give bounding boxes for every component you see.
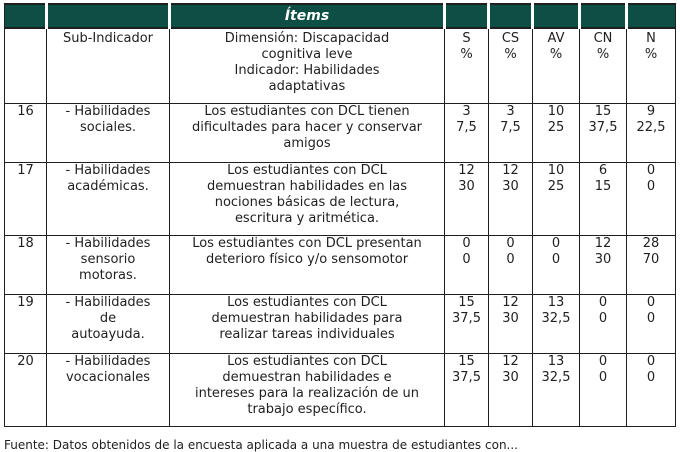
count: 9	[646, 104, 656, 119]
count: 0	[646, 295, 656, 310]
row-number: 18	[5, 236, 47, 295]
row-number: 19	[5, 295, 47, 354]
row-description	[170, 104, 445, 163]
count: 0	[551, 236, 561, 251]
count: 0	[598, 295, 608, 310]
sub-line: académicas.	[67, 179, 149, 194]
column-header-av-label: AV	[547, 31, 565, 46]
percent: 30	[502, 179, 519, 194]
column-header-n-label: N	[646, 31, 656, 46]
sub-line: vocacionales	[65, 370, 151, 385]
percent: 32,5	[541, 311, 571, 326]
count: 13	[547, 354, 565, 369]
cell-n	[627, 104, 676, 163]
desc-line: trabajo específico.	[247, 402, 367, 417]
percent: 0	[646, 179, 656, 194]
percent: 0	[551, 252, 561, 267]
column-header-s-unit: %	[460, 47, 473, 62]
percent: 22,5	[636, 120, 666, 135]
cell-av	[533, 236, 580, 295]
cell-cs	[489, 295, 533, 354]
desc-line: nociones básicas de lectura,	[214, 195, 400, 210]
count: 12	[502, 295, 519, 310]
count: 12	[502, 354, 519, 369]
cell-cs	[489, 236, 533, 295]
count: 12	[458, 163, 475, 178]
percent: 37,5	[452, 370, 481, 385]
dimension-line: adaptativas	[268, 79, 346, 94]
sub-line: de	[99, 311, 117, 326]
sub-line: - Habilidades	[65, 163, 151, 178]
header-title: Ítems	[170, 4, 445, 28]
column-header-row	[5, 28, 676, 104]
percent: 25	[547, 179, 565, 194]
cell-cs	[489, 163, 533, 236]
column-header-n-unit: %	[644, 47, 658, 62]
cell-s	[445, 236, 489, 295]
percent: 15	[594, 179, 612, 194]
column-header-s-label: S	[462, 31, 471, 46]
row-sub-indicador	[47, 163, 170, 236]
table-row	[5, 104, 676, 163]
percent: 37,5	[452, 311, 481, 326]
count: 3	[462, 104, 471, 119]
desc-line: dificultades para hacer y conservar	[191, 120, 423, 135]
sub-line: - Habilidades	[65, 354, 151, 369]
sub-line: sensorio	[80, 252, 136, 267]
desc-line: Los estudiantes con DCL	[227, 354, 387, 369]
header-cell-empty-7	[627, 4, 676, 28]
cell-n	[627, 295, 676, 354]
desc-line: amigos	[283, 136, 331, 151]
count: 0	[646, 354, 656, 369]
percent: 0	[598, 370, 608, 385]
row-description	[170, 163, 445, 236]
percent: 0	[646, 370, 656, 385]
desc-line: Los estudiantes con DCL	[227, 163, 387, 178]
percent: 0	[506, 252, 515, 267]
header-cell-empty-5	[533, 4, 580, 28]
row-sub-indicador	[47, 236, 170, 295]
column-header-cs-label: CS	[501, 31, 520, 46]
table-row	[5, 236, 676, 295]
percent: 30	[458, 179, 475, 194]
count: 12	[594, 236, 612, 251]
percent: 0	[462, 252, 471, 267]
row-sub-indicador	[47, 295, 170, 354]
desc-line: demuestran habilidades en las	[206, 179, 408, 194]
sub-line: - Habilidades	[65, 295, 151, 310]
cell-av	[533, 295, 580, 354]
desc-line: Los estudiantes con DCL tienen	[204, 104, 410, 119]
count: 0	[646, 163, 656, 178]
count: 15	[458, 354, 475, 369]
header-cell-empty-1	[5, 4, 47, 28]
column-header-s	[445, 28, 489, 104]
column-header-cs	[489, 28, 533, 104]
percent: 70	[642, 252, 660, 267]
row-description	[170, 295, 445, 354]
count: 0	[462, 236, 471, 251]
percent: 0	[646, 311, 656, 326]
source-footnote: Fuente: Datos obtenidos de la encuesta aplicada a una muestra de estudiantes con...	[4, 438, 518, 452]
row-number: 20	[5, 354, 47, 427]
table-row	[5, 354, 676, 427]
count: 6	[598, 163, 608, 178]
sub-line: autoayuda.	[71, 327, 145, 342]
cell-s	[445, 163, 489, 236]
cell-cs	[489, 104, 533, 163]
column-header-n	[627, 28, 676, 104]
cell-cn	[580, 163, 627, 236]
cell-n	[627, 163, 676, 236]
sub-line: - Habilidades	[65, 236, 151, 251]
column-header-number	[5, 28, 47, 104]
cell-cn	[580, 295, 627, 354]
column-header-cn-unit: %	[596, 47, 610, 62]
count: 15	[594, 104, 612, 119]
dimension-line: Dimensión: Discapacidad	[224, 31, 390, 46]
row-sub-indicador	[47, 104, 170, 163]
cell-cs	[489, 354, 533, 427]
percent: 30	[502, 370, 519, 385]
sub-line: - Habilidades	[65, 104, 151, 119]
desc-line: demuestran habilidades e	[222, 370, 392, 385]
column-header-av-unit: %	[549, 47, 563, 62]
percent: 30	[502, 311, 519, 326]
count: 0	[506, 236, 515, 251]
cell-s	[445, 295, 489, 354]
percent: 30	[594, 252, 612, 267]
desc-line: demuestran habilidades para	[211, 311, 403, 326]
percent: 7,5	[500, 120, 521, 135]
percent: 7,5	[456, 120, 477, 135]
desc-line: deterioro físico y/o sensomotor	[205, 252, 409, 267]
header-cell-empty-2	[47, 4, 170, 28]
cell-cn	[580, 104, 627, 163]
cell-s	[445, 104, 489, 163]
header-cell-empty-4	[489, 4, 533, 28]
cell-n	[627, 354, 676, 427]
desc-line: Los estudiantes con DCL presentan	[192, 236, 422, 251]
column-header-cs-unit: %	[504, 47, 517, 62]
column-header-cn	[580, 28, 627, 104]
percent: 32,5	[541, 370, 571, 385]
cell-cn	[580, 236, 627, 295]
cell-av	[533, 354, 580, 427]
count: 10	[547, 163, 565, 178]
row-description	[170, 354, 445, 427]
column-header-dimension	[170, 28, 445, 104]
percent: 0	[598, 311, 608, 326]
cell-av	[533, 163, 580, 236]
header-cell-empty-6	[580, 4, 627, 28]
table-row	[5, 163, 676, 236]
count: 0	[598, 354, 608, 369]
cell-s	[445, 354, 489, 427]
desc-line: intereses para la realización de un	[194, 386, 420, 401]
desc-line: escritura y aritmética.	[234, 211, 380, 226]
desc-line: realizar tareas individuales	[219, 327, 395, 342]
cell-cn	[580, 354, 627, 427]
sub-line: motoras.	[79, 268, 137, 283]
percent: 37,5	[588, 120, 618, 135]
column-header-sub-indicador: Sub-Indicador	[47, 28, 170, 104]
header-cell-empty-3	[445, 4, 489, 28]
table-row	[5, 295, 676, 354]
row-number: 17	[5, 163, 47, 236]
row-number: 16	[5, 104, 47, 163]
dimension-line: Indicador: Habilidades	[234, 63, 380, 78]
dimension-line: cognitiva leve	[261, 47, 353, 62]
percent: 25	[547, 120, 565, 135]
count: 15	[458, 295, 475, 310]
count: 12	[502, 163, 519, 178]
count: 3	[506, 104, 515, 119]
column-header-cn-label: CN	[593, 31, 613, 46]
header-row	[5, 4, 676, 28]
count: 13	[547, 295, 565, 310]
cell-n	[627, 236, 676, 295]
row-sub-indicador	[47, 354, 170, 427]
cell-av	[533, 104, 580, 163]
row-description	[170, 236, 445, 295]
desc-line: Los estudiantes con DCL	[227, 295, 387, 310]
count: 10	[547, 104, 565, 119]
count: 28	[642, 236, 660, 251]
column-header-av	[533, 28, 580, 104]
sub-line: sociales.	[80, 120, 136, 135]
items-table	[4, 3, 676, 427]
